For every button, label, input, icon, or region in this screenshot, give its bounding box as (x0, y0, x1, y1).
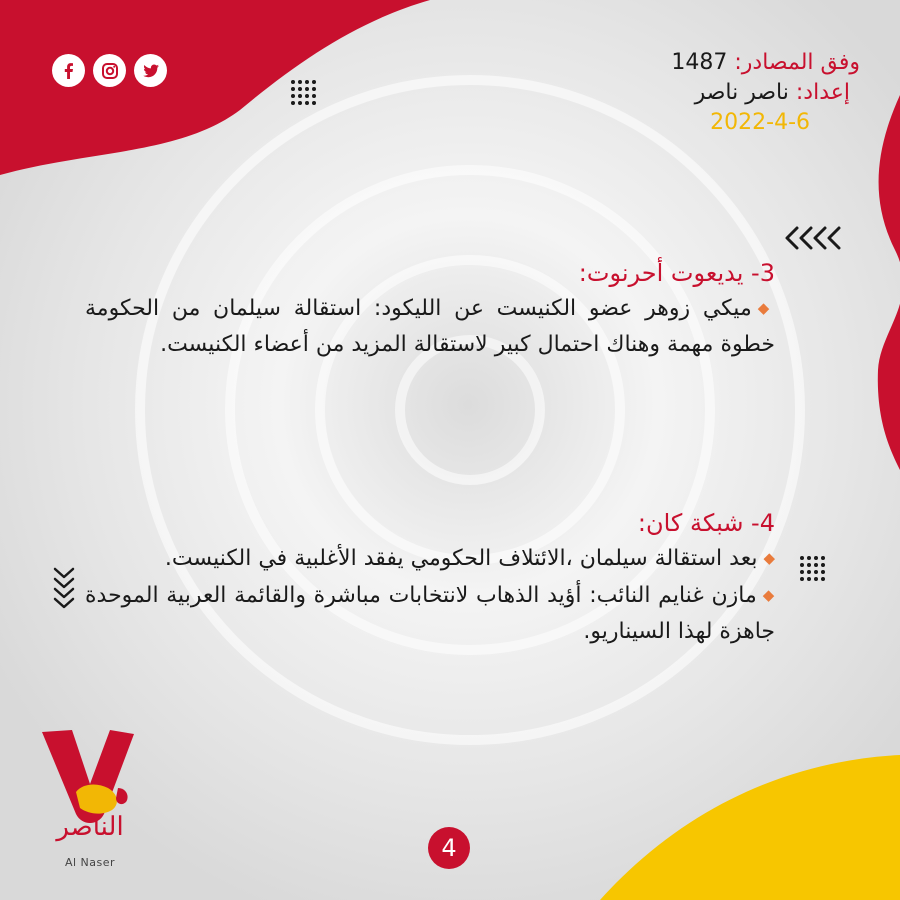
chevrons-left-icon (784, 224, 850, 252)
diamond-bullet-icon: ◆ (763, 549, 775, 567)
item-text: بعد استقالة سيلمان ،الائتلاف الحكومي يفقد الأغلبية في الكنيست. (164, 546, 758, 571)
al-naser-logo-icon (32, 722, 152, 872)
page-number: 4 (428, 827, 470, 869)
date-line (671, 108, 810, 138)
author-line (671, 78, 850, 108)
section-kan (85, 506, 775, 650)
diamond-bullet-icon: ◆ (757, 299, 775, 317)
author-label: إعداد: (795, 80, 850, 105)
twitter-button[interactable] (134, 54, 167, 87)
list-item (85, 577, 775, 650)
social-icons (52, 54, 167, 87)
logo-english-name: Al Naser (64, 856, 116, 869)
sources-label: وفق المصادر: (734, 50, 860, 75)
diamond-bullet-icon: ◆ (762, 586, 775, 604)
twitter-icon (141, 61, 161, 81)
sources-value: 1487 (671, 50, 728, 75)
instagram-icon (100, 61, 120, 81)
author-value: ناصر ناصر (694, 80, 789, 105)
dot-grid-top (291, 80, 316, 105)
date-value: 2022-4-6 (710, 110, 810, 135)
dot-grid-middle (800, 556, 825, 581)
section-title: 4- شبكة كان: (637, 509, 775, 537)
section-title: 3- يديعوت أحرنوت: (578, 259, 775, 287)
chevrons-down-icon (52, 566, 76, 610)
logo-arabic-name: الناصر (56, 812, 124, 842)
facebook-button[interactable] (52, 54, 85, 87)
item-text: ميكي زوهر عضو الكنيست عن الليكود: استقالة سيلمان من الحكومة خطوة مهمة وهناك احتمال كبير لاستقالة المزيد من أعضاء الكنيست. (85, 296, 775, 357)
section-yedioth (85, 256, 775, 363)
facebook-icon (59, 61, 79, 81)
list-item (85, 540, 775, 577)
list-item (85, 290, 775, 363)
sources-line (671, 48, 860, 78)
header-info (671, 48, 860, 138)
instagram-button[interactable] (93, 54, 126, 87)
item-text: مازن غنايم النائب: أؤيد الذهاب لانتخابات مباشرة والقائمة العربية الموحدة جاهزة لهذا السيناريو. (85, 583, 775, 644)
